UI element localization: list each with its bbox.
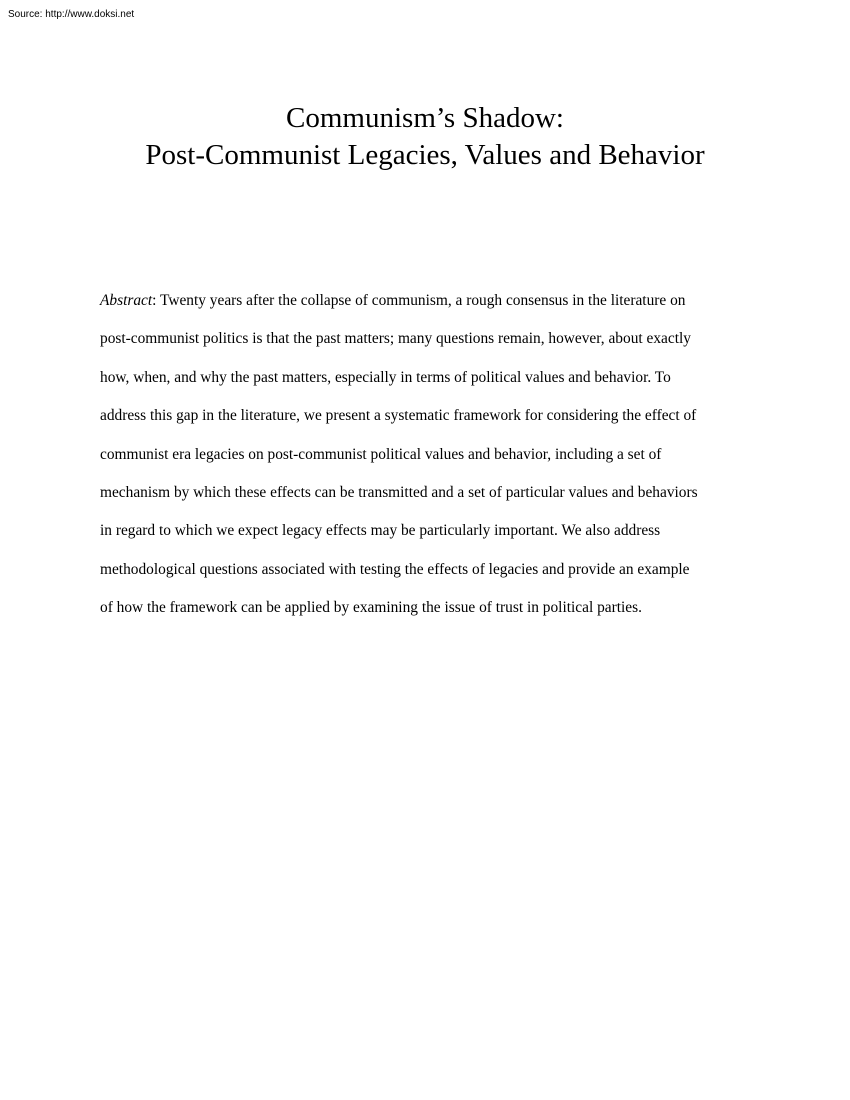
abstract-line-8: methodological questions associated with testing the effects of legacies and provide an example — [100, 560, 690, 578]
abstract-line-5: communist era legacies on post-communist political values and behavior, including a set of — [100, 445, 662, 463]
abstract-line-7: in regard to which we expect legacy effects may be particularly important. We also address — [100, 522, 661, 540]
abstract-line-2: post-communist politics is that the past matters; many questions remain, however, about exactly — [100, 330, 691, 348]
abstract — [100, 282, 752, 628]
abstract-line-1-text: : Twenty years after the collapse of communism, a rough consensus in the literature on — [152, 292, 686, 309]
abstract-line-1 — [100, 282, 752, 320]
abstract-label: Abstract — [100, 292, 153, 309]
abstract-line-6: mechanism by which these effects can be transmitted and a set of particular values and behaviors — [100, 484, 698, 502]
abstract-line-9: of how the framework can be applied by examining the issue of trust in political parties. — [100, 599, 642, 617]
title-line-2: Post-Communist Legacies, Values and Behavior — [145, 139, 705, 171]
paper-title — [0, 100, 850, 174]
title-line-1: Communism’s Shadow: — [286, 102, 564, 134]
source-note: Source: http://www.doksi.net — [8, 9, 135, 20]
abstract-line-4: address this gap in the literature, we present a systematic framework for considering the effect of — [100, 407, 697, 425]
abstract-line-3: how, when, and why the past matters, especially in terms of political values and behavior. To — [100, 368, 671, 386]
